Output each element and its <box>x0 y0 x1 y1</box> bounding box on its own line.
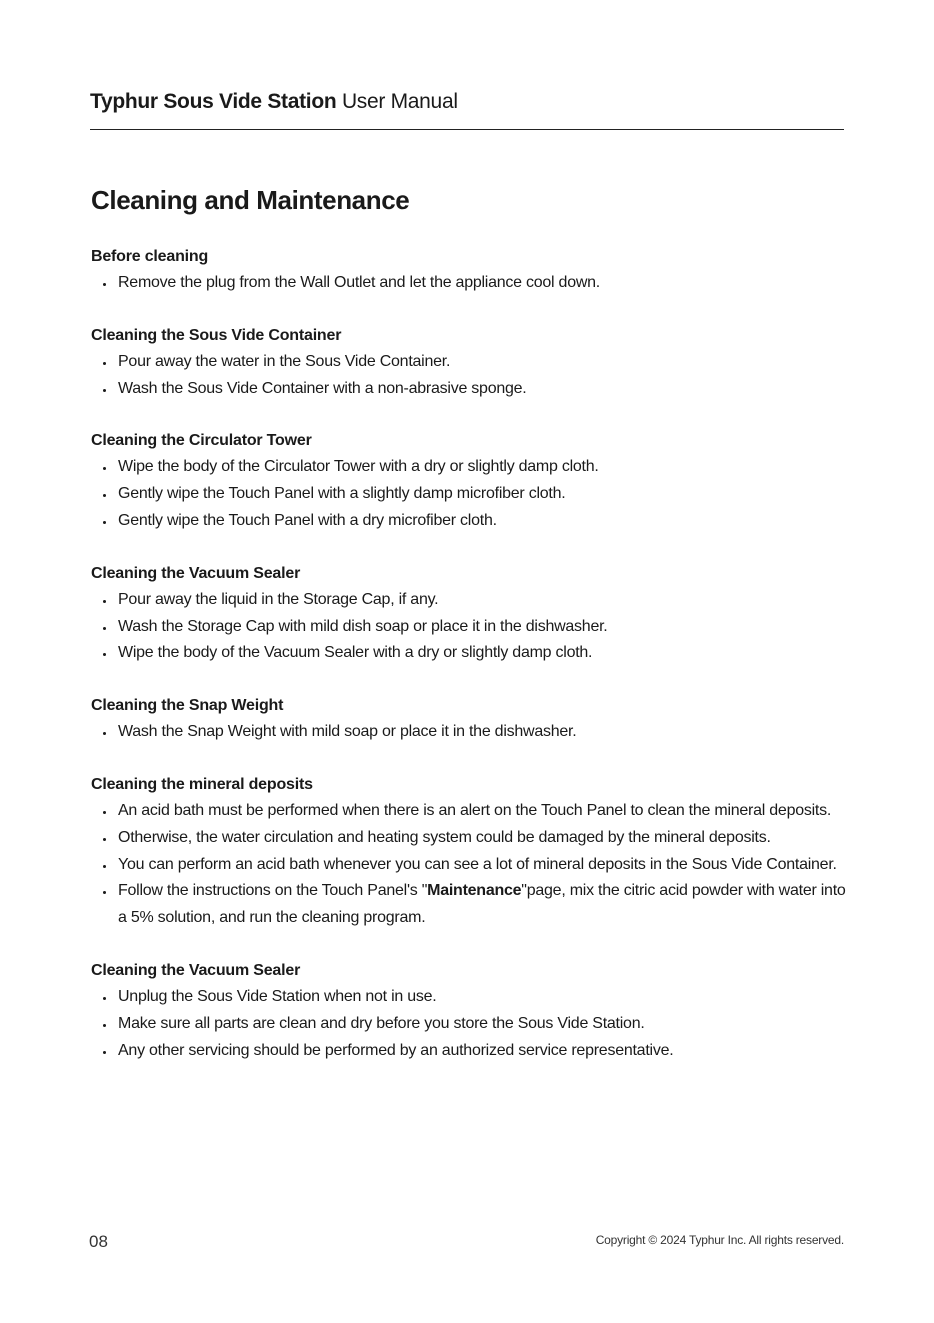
section-circulator-tower <box>91 428 851 534</box>
list-item-text: "page, mix the citric acid powder with water into a 5% solution, and run the cleaning program. <box>118 882 846 927</box>
list-item: Unplug the Sous Vide Station when not in use. <box>91 984 851 1011</box>
bullet-list <box>91 798 851 932</box>
section-storage <box>91 958 851 1064</box>
content-sections <box>91 244 851 1090</box>
list-item: Gently wipe the Touch Panel with a dry microfiber cloth. <box>91 508 851 535</box>
list-item <box>91 878 851 932</box>
header-subtitle: User Manual <box>341 90 458 113</box>
section-heading: Before cleaning <box>91 248 209 265</box>
list-item: Wipe the body of the Vacuum Sealer with a dry or slightly damp cloth. <box>91 640 851 667</box>
page-header <box>90 89 844 115</box>
list-item: Wash the Snap Weight with mild soap or place it in the dishwasher. <box>91 719 851 746</box>
list-item: Make sure all parts are clean and dry before you store the Sous Vide Station. <box>91 1011 851 1038</box>
section-heading: Cleaning the mineral deposits <box>91 775 313 793</box>
list-item: Gently wipe the Touch Panel with a slightly damp microfiber cloth. <box>91 481 851 508</box>
list-item: Pour away the water in the Sous Vide Container. <box>91 349 851 376</box>
section-heading: Cleaning the Vacuum Sealer <box>91 564 301 582</box>
list-item: Wash the Sous Vide Container with a non-abrasive sponge. <box>91 376 851 403</box>
list-item: Pour away the liquid in the Storage Cap, if any. <box>91 587 851 614</box>
list-item: Remove the plug from the Wall Outlet and let the appliance cool down. <box>91 270 851 297</box>
section-snap-weight <box>91 693 851 746</box>
page-number: 08 <box>89 1232 108 1251</box>
section-vacuum-sealer <box>91 561 851 667</box>
section-before-cleaning <box>91 244 851 297</box>
page-title: Cleaning and Maintenance <box>91 185 410 215</box>
list-item: An acid bath must be performed when there is an alert on the Touch Panel to clean the mineral deposits. <box>91 798 851 825</box>
list-item-text: Follow the instructions on the Touch Panel's " <box>118 882 428 900</box>
list-item: Any other servicing should be performed by an authorized service representative. <box>91 1038 851 1065</box>
section-heading: Cleaning the Snap Weight <box>91 697 284 715</box>
list-item: Wipe the body of the Circulator Tower with a dry or slightly damp cloth. <box>91 454 851 481</box>
header-divider <box>90 129 844 130</box>
bullet-list <box>91 270 851 297</box>
section-heading: Cleaning the Vacuum Sealer <box>91 961 301 979</box>
section-sous-vide-container <box>91 323 851 403</box>
list-item: You can perform an acid bath whenever you can see a lot of mineral deposits in the Sous Vide Container. <box>91 852 851 879</box>
bullet-list <box>91 587 851 667</box>
bullet-list <box>91 719 851 746</box>
header-brand: Typhur Sous Vide Station <box>90 90 337 113</box>
list-item: Otherwise, the water circulation and heating system could be damaged by the mineral deposits. <box>91 825 851 852</box>
section-heading: Cleaning the Circulator Tower <box>91 432 312 450</box>
bullet-list <box>91 349 851 403</box>
maintenance-emphasis: Maintenance <box>427 882 522 900</box>
copyright-notice: Copyright © 2024 Typhur Inc. All rights reserved. <box>595 1233 844 1247</box>
section-heading: Cleaning the Sous Vide Container <box>91 326 342 344</box>
bullet-list <box>91 984 851 1064</box>
list-item: Wash the Storage Cap with mild dish soap or place it in the dishwasher. <box>91 614 851 641</box>
bullet-list <box>91 454 851 534</box>
section-mineral-deposits <box>91 772 851 932</box>
